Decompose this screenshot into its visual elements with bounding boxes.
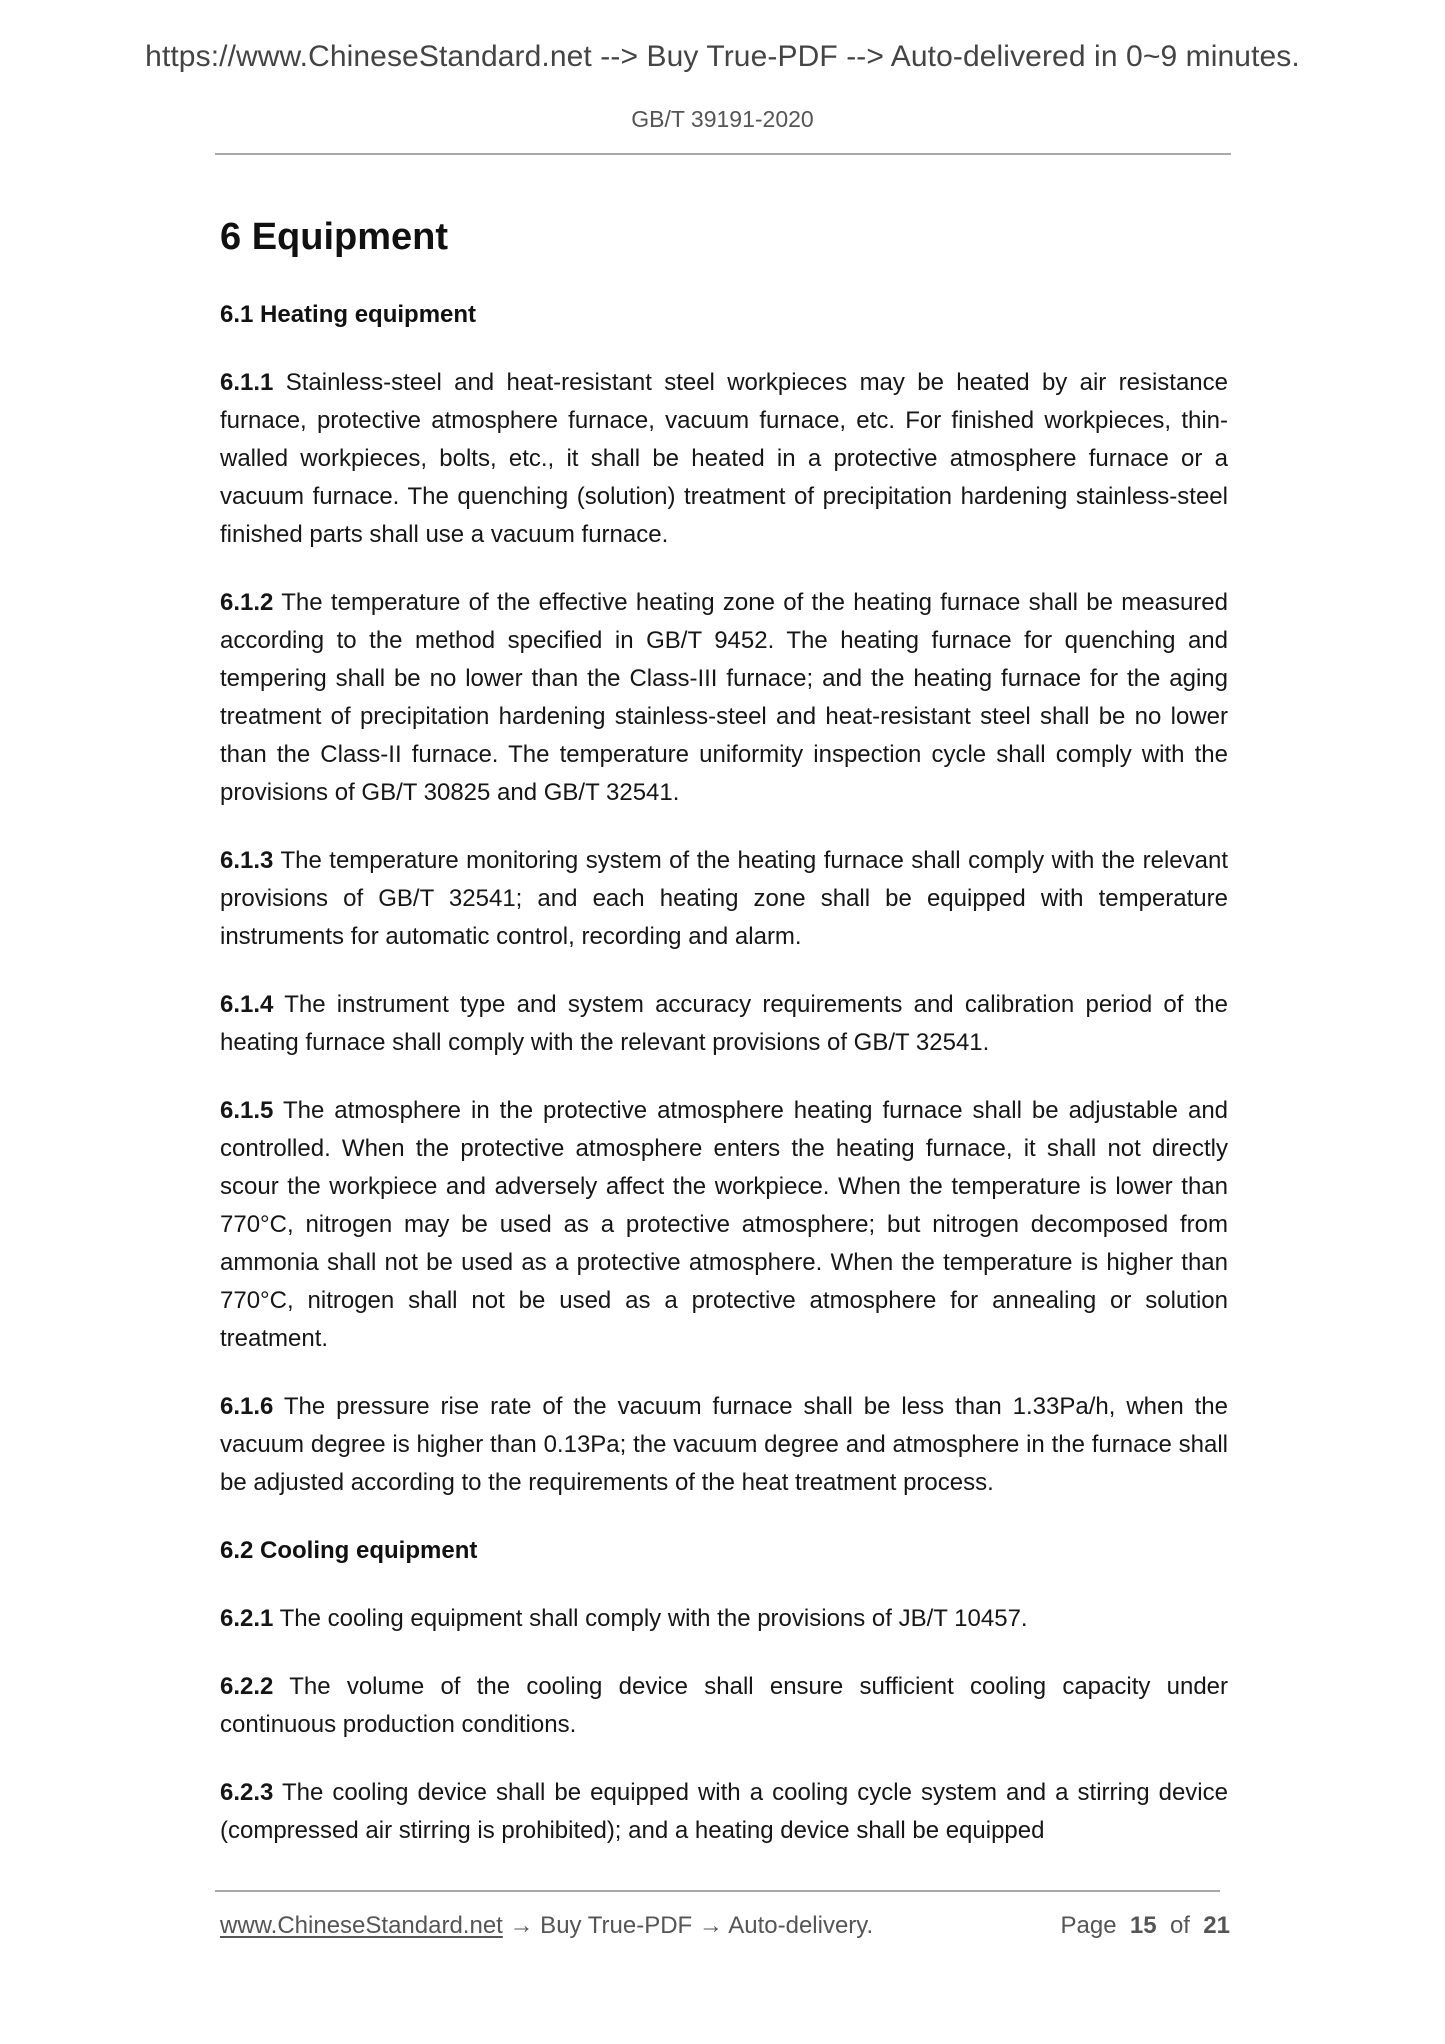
- clause-text: The volume of the cooling device shall ensure sufficient cooling capacity under continuous production conditions.: [220, 1673, 1228, 1738]
- clause-6-2-3: [220, 1774, 1228, 1850]
- clause-6-2-2: [220, 1668, 1228, 1744]
- clause-number: 6.1.1: [220, 369, 274, 396]
- clause-text: The cooling equipment shall comply with the provisions of JB/T 10457.: [279, 1605, 1028, 1632]
- clause-number: 6.1.5: [220, 1097, 274, 1124]
- section-title: 6 Equipment: [220, 216, 449, 258]
- page-content: [220, 212, 1228, 1880]
- clause-6-1-4: [220, 986, 1228, 1062]
- footer-site-link[interactable]: www.ChineseStandard.net: [220, 1912, 503, 1939]
- clause-number: 6.1.3: [220, 847, 274, 874]
- page-footer: [220, 1912, 1230, 1940]
- page-total: 21: [1203, 1912, 1230, 1939]
- clause-text: Stainless-steel and heat-resistant steel workpieces may be heated by air resistance furnace, protective atmosphere furnace, vacuum furnace, etc. For finished workpieces, thin-walled workpieces, bolts, etc., it shall be heated in a protective atmosphere furnace or a vacuum furnace. The quenching (solution) treatment of precipitation hardening stainless-steel finished parts shall use a vacuum furnace.: [220, 369, 1228, 548]
- clause-6-1-6: [220, 1388, 1228, 1502]
- clause-number: 6.1.4: [220, 991, 274, 1018]
- page-of: of: [1169, 1912, 1190, 1939]
- subsection-title-cooling: 6.2 Cooling equipment: [220, 1537, 478, 1564]
- clause-number: 6.2.3: [220, 1779, 274, 1806]
- clause-text: The pressure rise rate of the vacuum furnace shall be less than 1.33Pa/h, when the vacuum degree is higher than 0.13Pa; the vacuum degree and atmosphere in the furnace shall be adjusted according to the requirements of the heat treatment process.: [220, 1393, 1229, 1496]
- clause-6-1-2: [220, 584, 1228, 812]
- header-divider: [215, 153, 1231, 155]
- clause-text: The atmosphere in the protective atmosphere heating furnace shall be adjustable and controlled. When the protective atmosphere enters the heating furnace, it shall not directly scour the workpiece and adversely affect the workpiece. When the temperature is lower than 770°C, nitrogen may be used as a protective atmosphere; but nitrogen decomposed from ammonia shall not be used as a protective atmosphere. When the temperature is higher than 770°C, nitrogen shall not be used as a protective atmosphere for annealing or solution treatment.: [220, 1097, 1229, 1352]
- clause-6-1-3: [220, 842, 1228, 956]
- clause-6-1-5: [220, 1092, 1228, 1358]
- footer-tagline: → Buy True-PDF → Auto-delivery.: [502, 1912, 874, 1939]
- clause-number: 6.1.6: [220, 1393, 274, 1420]
- top-banner-url[interactable]: https://www.ChineseStandard.net --> Buy True-PDF --> Auto-delivered in 0~9 minutes.: [145, 40, 1300, 73]
- clause-text: The instrument type and system accuracy requirements and calibration period of the heating furnace shall comply with the relevant provisions of GB/T 32541.: [220, 991, 1229, 1056]
- clause-6-2-1: [220, 1600, 1228, 1638]
- page-label: Page: [1060, 1912, 1117, 1939]
- subsection-title-heating: 6.1 Heating equipment: [220, 301, 477, 328]
- footer-divider: [215, 1890, 1220, 1892]
- clause-text: The temperature monitoring system of the heating furnace shall comply with the relevant provisions of GB/T 32541; and each heating zone shall be equipped with temperature instruments for automatic control, recording and alarm.: [220, 847, 1228, 950]
- clause-text: The cooling device shall be equipped with a cooling cycle system and a stirring device (compressed air stirring is prohibited); and a heating device shall be equipped: [220, 1779, 1228, 1844]
- page-current: 15: [1129, 1912, 1157, 1939]
- clause-number: 6.1.2: [220, 589, 274, 616]
- clause-number: 6.2.2: [220, 1673, 274, 1700]
- clause-6-1-1: [220, 364, 1228, 554]
- document-code: GB/T 39191-2020: [631, 106, 814, 132]
- clause-text: The temperature of the effective heating zone of the heating furnace shall be measured according to the method specified in GB/T 9452. The heating furnace for quenching and tempering shall be no lower than the Class-III furnace; and the heating furnace for the aging treatment of precipitation hardening stainless-steel and heat-resistant steel shall be no lower than the Class-II furnace. The temperature uniformity inspection cycle shall comply with the provisions of GB/T 30825 and GB/T 32541.: [220, 589, 1228, 806]
- clause-number: 6.2.1: [220, 1605, 274, 1632]
- page-indicator: [1060, 1912, 1230, 1940]
